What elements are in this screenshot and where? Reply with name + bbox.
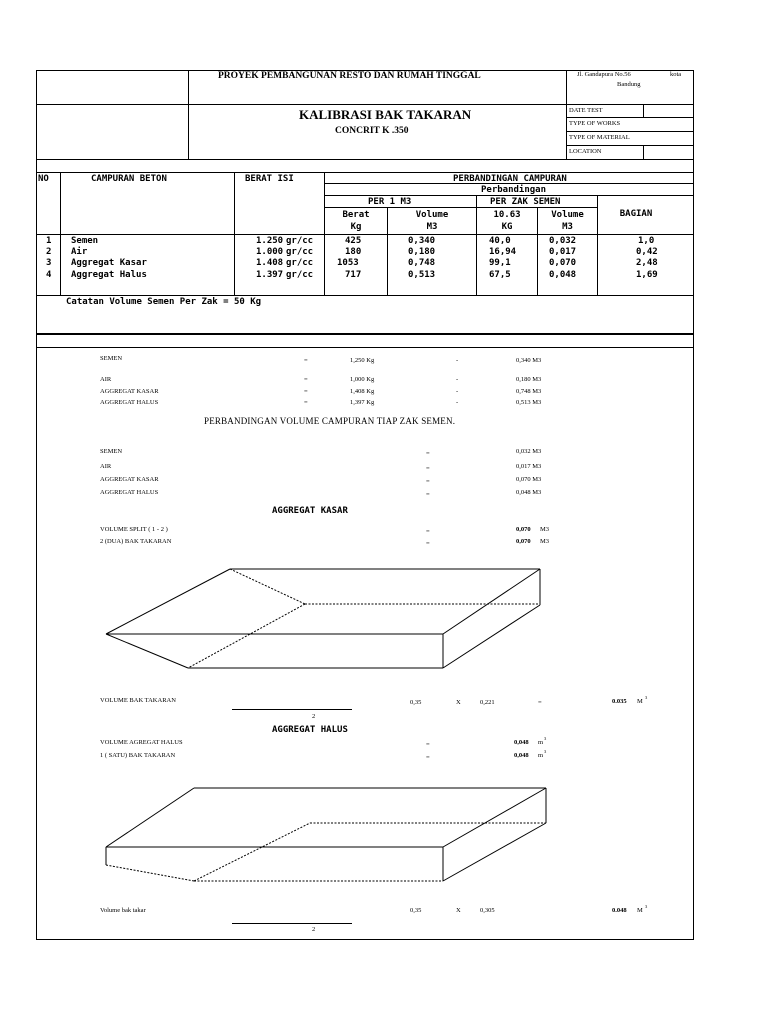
halus-exp-2: 3	[544, 749, 547, 754]
info-date-test: DATE TEST	[569, 107, 603, 114]
bagian-label: BAGIAN	[619, 209, 653, 219]
note-bottom	[36, 333, 694, 335]
kg-label: Kg	[350, 222, 362, 232]
header-vline-left	[188, 70, 189, 159]
kasar-unit-1: M3	[540, 526, 550, 533]
kasar-unit-2: M3	[540, 538, 550, 545]
halus-eq-2: =	[426, 754, 430, 761]
table-vline-zkg	[537, 207, 538, 295]
halus-label-2: 1 ( SATU) BAK TAKARAN	[100, 752, 176, 759]
kasar-eq-1: =	[426, 528, 430, 535]
halus-fraction-line	[232, 923, 352, 924]
header-bottom	[36, 159, 694, 160]
kasar-label-1: VOLUME SPLIT ( 1 - 2 )	[100, 526, 168, 533]
city: Bandung	[617, 81, 641, 88]
kasar-x: X	[456, 699, 461, 706]
table-top	[36, 172, 694, 173]
halus-val-1: 0,048	[514, 739, 529, 746]
info-box-4	[643, 145, 644, 159]
halus-a: 0,35	[410, 907, 422, 914]
kasar-result: 0.035	[612, 698, 627, 705]
table-line-sub	[324, 207, 598, 208]
table-note: Catatan Volume Semen Per Zak = 50 Kg	[66, 297, 262, 307]
berat-label: Berat	[342, 210, 370, 220]
per1m3-label: PER 1 M3	[368, 197, 412, 207]
info-type-works: TYPE OF WORKS	[569, 120, 621, 127]
table-line-per	[324, 195, 694, 196]
page-title: KALIBRASI BAK TAKARAN	[299, 107, 472, 122]
kasar-eq: =	[538, 699, 542, 706]
table-vline-per1	[476, 195, 477, 295]
col-berat: BERAT ISI	[245, 174, 294, 184]
info-line-2	[566, 131, 694, 132]
col-campuran: CAMPURAN BETON	[91, 174, 167, 184]
info-box-1	[643, 104, 644, 117]
info-location: LOCATION	[569, 148, 602, 155]
frame-bottom	[36, 939, 694, 940]
zak-kg-label: KG	[501, 222, 513, 232]
volume-label: Volume	[415, 210, 449, 220]
halus-denom: 2	[312, 926, 316, 933]
bak-takaran-halus-diagram	[0, 775, 768, 890]
m3-2-label: M3	[562, 222, 573, 232]
kasar-val-2: 0,070	[516, 538, 531, 545]
halus-result-unit: M	[637, 907, 643, 914]
halus-result: 0.048	[612, 907, 627, 914]
halus-result-exp: 3	[645, 904, 648, 909]
m3-label: M3	[426, 222, 438, 232]
page-subtitle: CONCRIT K .350	[335, 126, 409, 136]
kasar-b: 0,221	[480, 699, 495, 706]
kasar-a: 0,35	[410, 699, 422, 706]
info-line-1	[566, 117, 694, 118]
calc2-title: PERBANDINGAN VOLUME CAMPURAN TIAP ZAK SEMEN.	[204, 416, 456, 426]
table-vline-kg	[387, 207, 388, 295]
table-bottom	[36, 295, 694, 296]
header-divider	[36, 104, 694, 105]
table-vline-zvol	[597, 195, 598, 295]
volume2-label: Volume	[551, 210, 584, 220]
halus-unit-1: m	[538, 739, 544, 746]
halus-exp-1: 3	[544, 736, 547, 741]
kasar-label-2: 2 (DUA) BAK TAKARAN	[100, 538, 172, 545]
col-perbandingan: PERBANDINGAN CAMPURAN	[453, 174, 567, 184]
kasar-result-exp: 3	[645, 695, 648, 700]
halus-b: 0,305	[480, 907, 495, 914]
col-no: NO	[38, 174, 49, 184]
halus-x: X	[456, 907, 461, 914]
info-line-3	[566, 145, 694, 146]
halus-unit-2: m	[538, 752, 544, 759]
kasar-title: AGGREGAT KASAR	[272, 506, 348, 516]
kasar-denom: 2	[312, 713, 316, 720]
perbandingan-label: Perbandingan	[481, 185, 547, 195]
table-head-bottom	[36, 234, 694, 235]
kota-label: kota	[670, 71, 682, 78]
halus-title: AGGREGAT HALUS	[272, 725, 348, 735]
perzak-label: PER ZAK SEMEN	[490, 197, 561, 207]
kasar-fraction-line	[232, 709, 352, 710]
address: Jl. Gandapura No.56	[577, 71, 631, 78]
bak-takaran-kasar-diagram	[0, 560, 768, 680]
halus-val-2: 0,048	[514, 752, 529, 759]
kasar-val-1: 0,070	[516, 526, 531, 533]
calc-top	[36, 347, 694, 348]
kasar-eq-2: =	[426, 540, 430, 547]
kasar-vol-label: VOLUME BAK TAKARAN	[100, 697, 176, 704]
halus-label-1: VOLUME AGREGAT HALUS	[100, 739, 183, 746]
info-type-material: TYPE OF MATERIAL	[569, 134, 630, 141]
zak-val-label: 10.63	[493, 210, 521, 220]
halus-eq-1: =	[426, 741, 430, 748]
kasar-result-unit: M	[637, 698, 643, 705]
halus-vol-label: Volume bak takar	[100, 907, 146, 914]
project-title: PROYEK PEMBANGUNAN RESTO DAN RUMAH TINGGAL	[218, 71, 481, 81]
